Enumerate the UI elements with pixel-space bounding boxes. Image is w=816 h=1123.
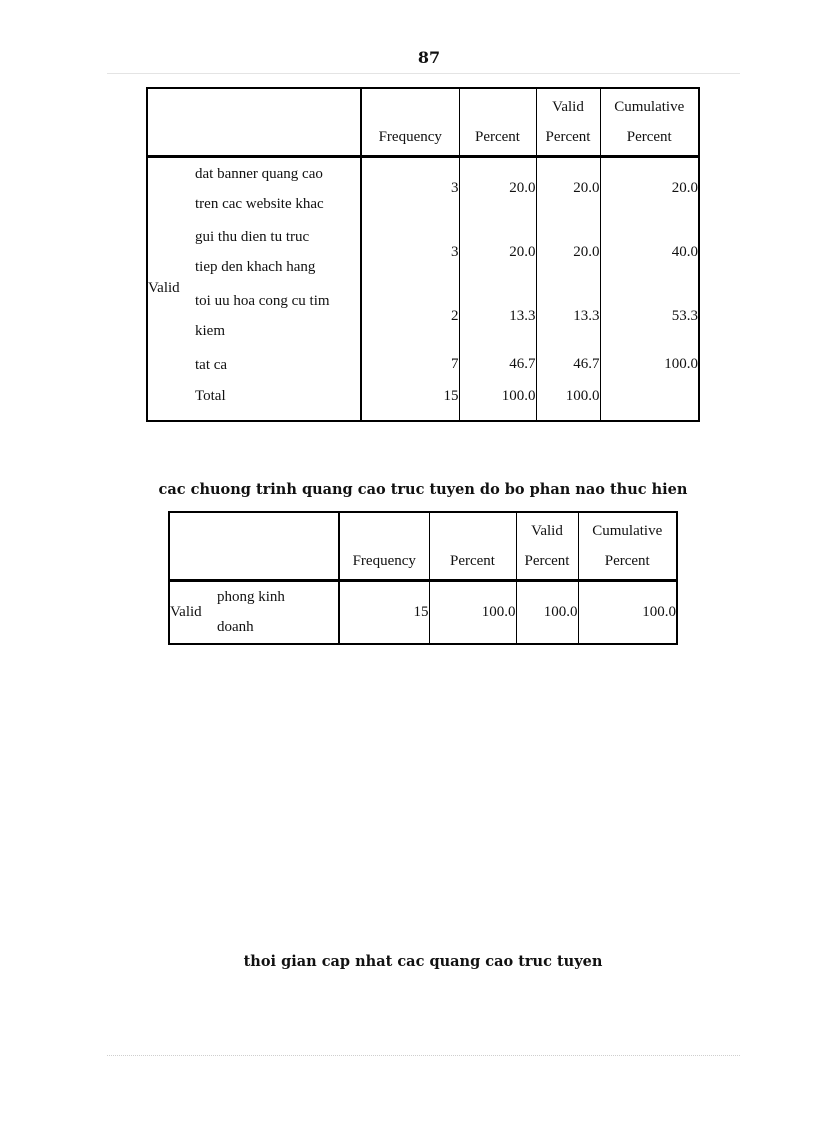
cell-percent: 13.3 xyxy=(459,284,536,348)
header-valid-percent-2: Percent xyxy=(524,552,570,569)
cell-percent: 100.0 xyxy=(459,381,536,421)
table-2-caption: cac chuong trinh quang cao truc tuyen do bo phan nao thuc hien xyxy=(158,481,688,498)
header-cumulative-2: Percent xyxy=(626,128,672,145)
header-frequency: Frequency xyxy=(378,128,442,145)
cell-valid-percent: 100.0 xyxy=(536,381,600,421)
row-label: toi uu hoa cong cu tim xyxy=(195,293,330,309)
cell-cumulative-percent: 53.3 xyxy=(600,284,699,348)
cell-valid-percent: 100.0 xyxy=(516,580,578,644)
cell-cumulative-percent: 20.0 xyxy=(600,156,699,220)
table-row xyxy=(147,284,699,348)
header-blank-cell xyxy=(147,88,361,156)
header-valid-percent-1: Valid xyxy=(531,522,563,539)
table-row xyxy=(147,220,699,284)
table-row xyxy=(147,348,699,381)
cell-percent: 100.0 xyxy=(429,580,516,644)
row-label-cont: kiem xyxy=(195,323,225,339)
cell-valid-percent: 20.0 xyxy=(536,156,600,220)
header-percent: Percent xyxy=(475,128,520,145)
frequency-table-1 xyxy=(146,87,700,422)
cell-percent: 46.7 xyxy=(459,348,536,381)
header-blank-cell xyxy=(169,512,339,580)
cell-cumulative-percent: 100.0 xyxy=(600,348,699,381)
table-header-row xyxy=(147,88,699,156)
cell-percent: 20.0 xyxy=(459,156,536,220)
table-header-row xyxy=(169,512,677,580)
cell-cumulative-percent xyxy=(600,381,699,421)
cell-frequency: 7 xyxy=(361,348,459,381)
header-rule xyxy=(107,73,740,74)
row-label: Total xyxy=(195,388,226,404)
table-3-caption: thoi gian cap nhat cac quang cao truc tuyen xyxy=(243,953,603,970)
cell-percent: 20.0 xyxy=(459,220,536,284)
cell-frequency: 2 xyxy=(361,284,459,348)
frequency-table-2 xyxy=(168,511,678,645)
row-label: tat ca xyxy=(195,356,228,373)
row-label-cont: tiep den khach hang xyxy=(195,259,316,275)
footer-rule xyxy=(107,1055,740,1056)
row-label-cont: doanh xyxy=(217,619,254,636)
table-row-total xyxy=(147,381,699,421)
cell-frequency: 15 xyxy=(339,580,429,644)
header-percent: Percent xyxy=(450,552,495,569)
header-valid-percent-1: Valid xyxy=(552,98,584,115)
header-cumulative-2: Percent xyxy=(604,552,650,569)
cell-valid-percent: 46.7 xyxy=(536,348,600,381)
header-cumulative-1: Cumulative xyxy=(592,522,663,539)
table-row xyxy=(169,580,677,644)
cell-frequency: 3 xyxy=(361,156,459,220)
cell-valid-percent: 20.0 xyxy=(536,220,600,284)
cell-frequency: 3 xyxy=(361,220,459,284)
table-row xyxy=(147,156,699,220)
header-cumulative-1: Cumulative xyxy=(614,98,685,115)
header-frequency: Frequency xyxy=(352,552,416,569)
cell-cumulative-percent: 100.0 xyxy=(578,580,677,644)
row-label: gui thu dien tu truc xyxy=(195,229,310,245)
group-label-valid: Valid xyxy=(170,604,202,621)
cell-cumulative-percent: 40.0 xyxy=(600,220,699,284)
cell-valid-percent: 13.3 xyxy=(536,284,600,348)
group-label-valid: Valid xyxy=(148,280,180,297)
page-number: 87 xyxy=(417,48,441,67)
cell-frequency: 15 xyxy=(361,381,459,421)
row-label-cont: tren cac website khac xyxy=(195,195,324,212)
header-valid-percent-2: Percent xyxy=(545,128,591,145)
row-label: dat banner quang cao xyxy=(195,165,323,182)
row-label: phong kinh xyxy=(217,589,285,606)
